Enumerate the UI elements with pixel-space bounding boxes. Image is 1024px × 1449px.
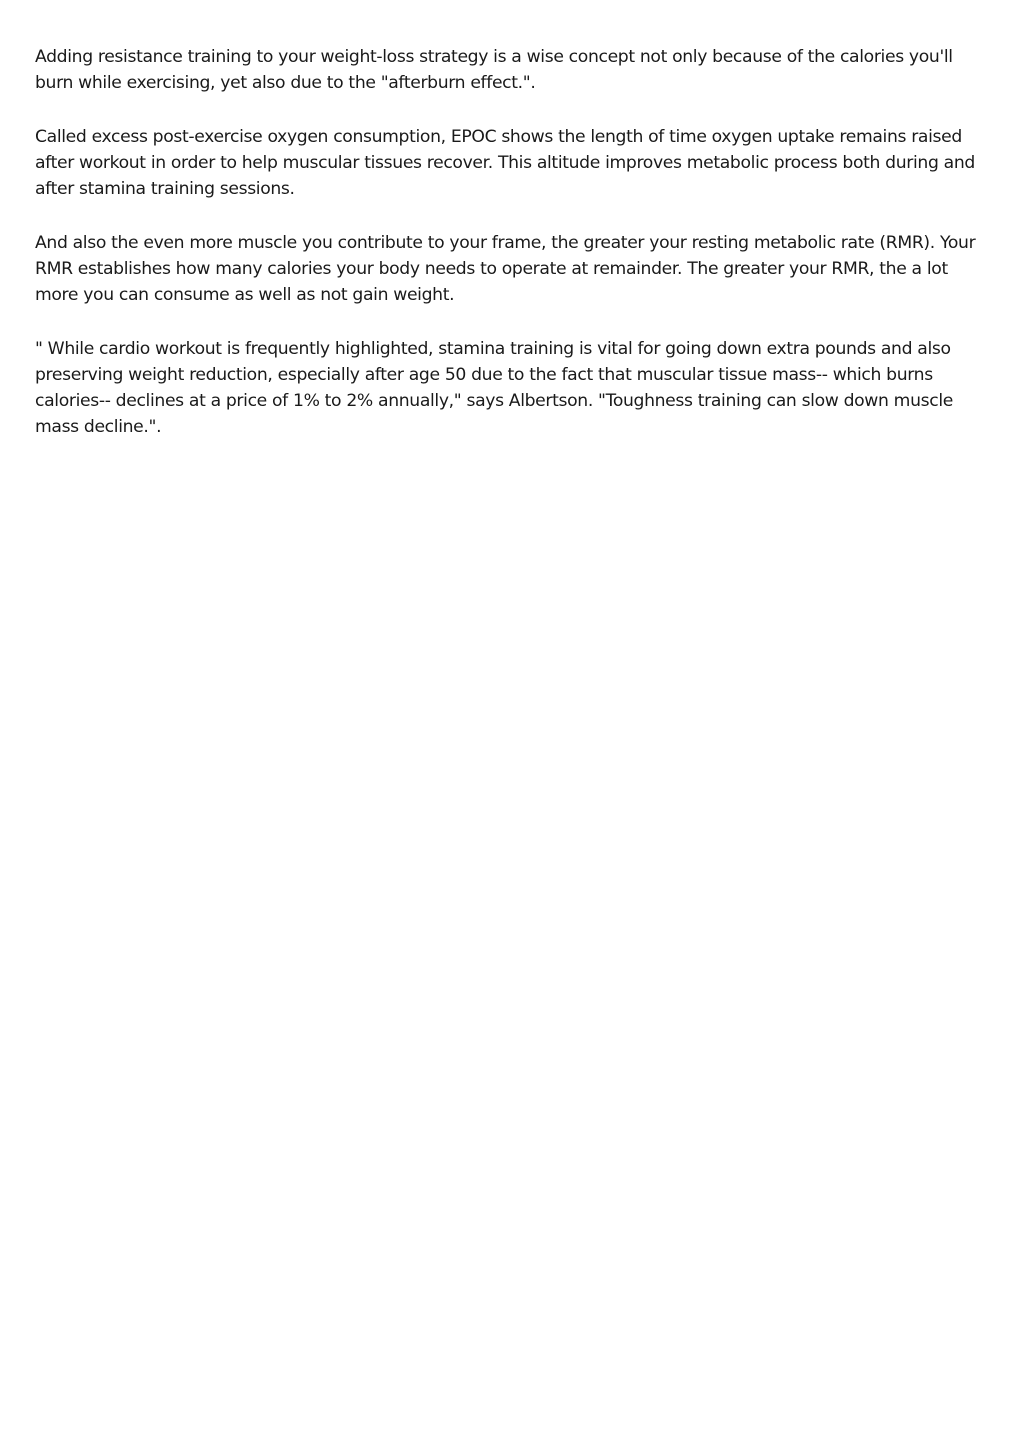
paragraph-afterburn: Adding resistance training to your weight-loss strategy is a wise concept not only because of the calories you'll burn while exercising, yet also due to the "afterburn effect.". <box>35 47 953 93</box>
paragraph-rmr: And also the even more muscle you contribute to your frame, the greater your resting metabolic rate (RMR). Your RMR establishes how many calories your body needs to operate at remainder. The greater your RMR, the a lot more you can consume as well as not gain weight. <box>35 233 976 305</box>
article-body <box>35 44 990 468</box>
paragraph-quote: " While cardio workout is frequently highlighted, stamina training is vital for going down extra pounds and also preserving weight reduction, especially after age 50 due to the fact that muscular tissue mass-- which burns calories-- declines at a price of 1% to 2% annually," says Albertson. "Toughness training can slow down muscle mass decline.". <box>35 339 953 437</box>
paragraph-epoc: Called excess post-exercise oxygen consumption, EPOC shows the length of time oxygen uptake remains raised after workout in order to help muscular tissues recover. This altitude improves metabolic process both during and after stamina training sessions. <box>35 127 975 199</box>
